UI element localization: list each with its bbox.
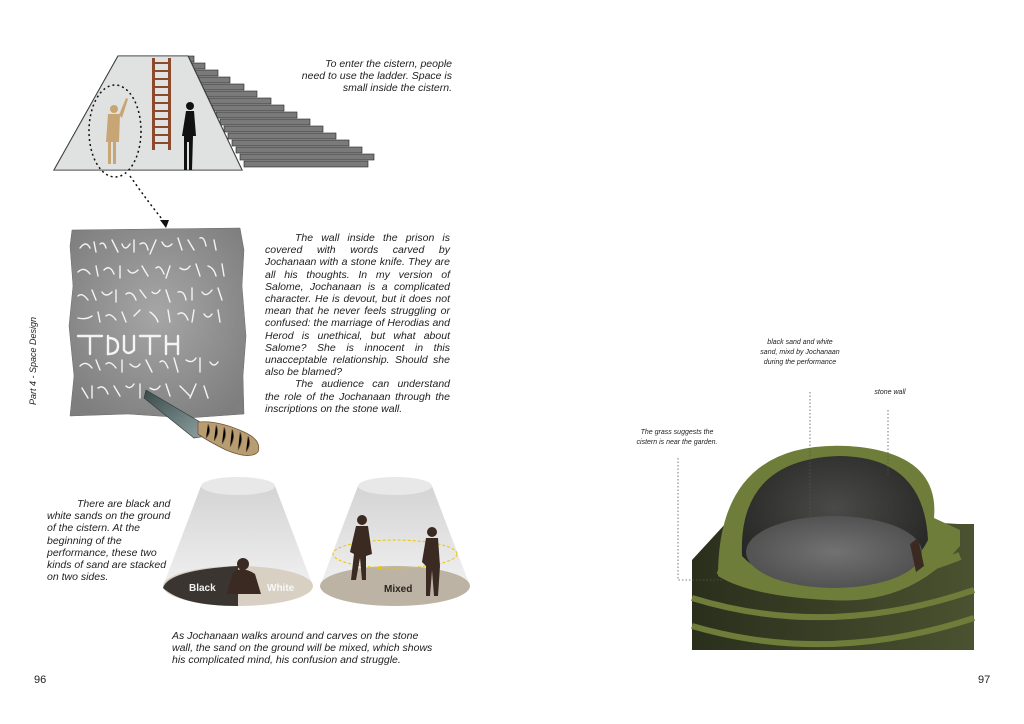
sand-paragraph-text: There are black and white sands on the ground of the cistern. At the beginning of the performance, these two kinds of sand are stacked on two sides. (47, 498, 171, 584)
separated-sand-cone (163, 476, 313, 606)
closing-line-1: As Jochanaan walks around and carves on the stone (172, 630, 419, 642)
page-number-right: 97 (978, 674, 991, 686)
pointer-arrow (130, 176, 166, 224)
sand-annotation (744, 338, 856, 368)
closing-paragraph (172, 630, 462, 667)
ladder-caption (280, 58, 452, 95)
closing-line-3: his complicated mind, his confusion and struggle. (172, 654, 401, 667)
section-label: Part 4 - Space Design (28, 316, 38, 405)
ladder-caption-line-2: need to use the ladder. Space is (301, 70, 452, 83)
grass-annotation-line-2: cistern is near the garden. (636, 439, 718, 446)
grass-annotation-line-1: The grass suggests the (640, 429, 714, 436)
sand-paragraph (47, 498, 172, 583)
wall-paragraph-part-1: The wall inside the prison is covered with words carved by Jochanaan with a stone knife. They are all his thoughts. In my version of Salome, Jochanaan is a complicated character. He is devout, but it does not mean that he never feels struggling or confused: the marriage of Herodias and Herod is unethical, but what about Salome? She is innocent in this unacceptable relationship. Should she also be blamed? (265, 232, 450, 379)
carved-stone-wall (68, 226, 268, 466)
mixed-label: Mixed (384, 584, 413, 595)
sand-floor (746, 516, 922, 588)
mixed-sand-cone (320, 476, 470, 606)
right-page (512, 0, 1024, 724)
closing-line-2: wall, the sand on the ground will be mixed, which shows (172, 642, 433, 655)
ladder-caption-line-3: small inside the cistern. (342, 82, 452, 95)
sand-annotation-line-2: sand, mixd by Jochanaan (760, 349, 840, 356)
page-number-left: 96 (34, 674, 47, 686)
black-label: Black (189, 583, 216, 594)
cistern-render (678, 380, 978, 655)
stone-wall-annotation: stone wall (874, 389, 906, 396)
sand-annotation-line-1: black sand and white (767, 339, 833, 346)
white-label: White (267, 583, 295, 594)
sand-annotation-line-3: during the performance (763, 359, 837, 366)
ladder-caption-line-1: To enter the cistern, people (325, 58, 452, 70)
wall-paragraph (265, 232, 450, 415)
wall-paragraph-part-2: The audience can understand the role of the Jochanaan through the inscriptions on the stone wall. (265, 378, 450, 415)
